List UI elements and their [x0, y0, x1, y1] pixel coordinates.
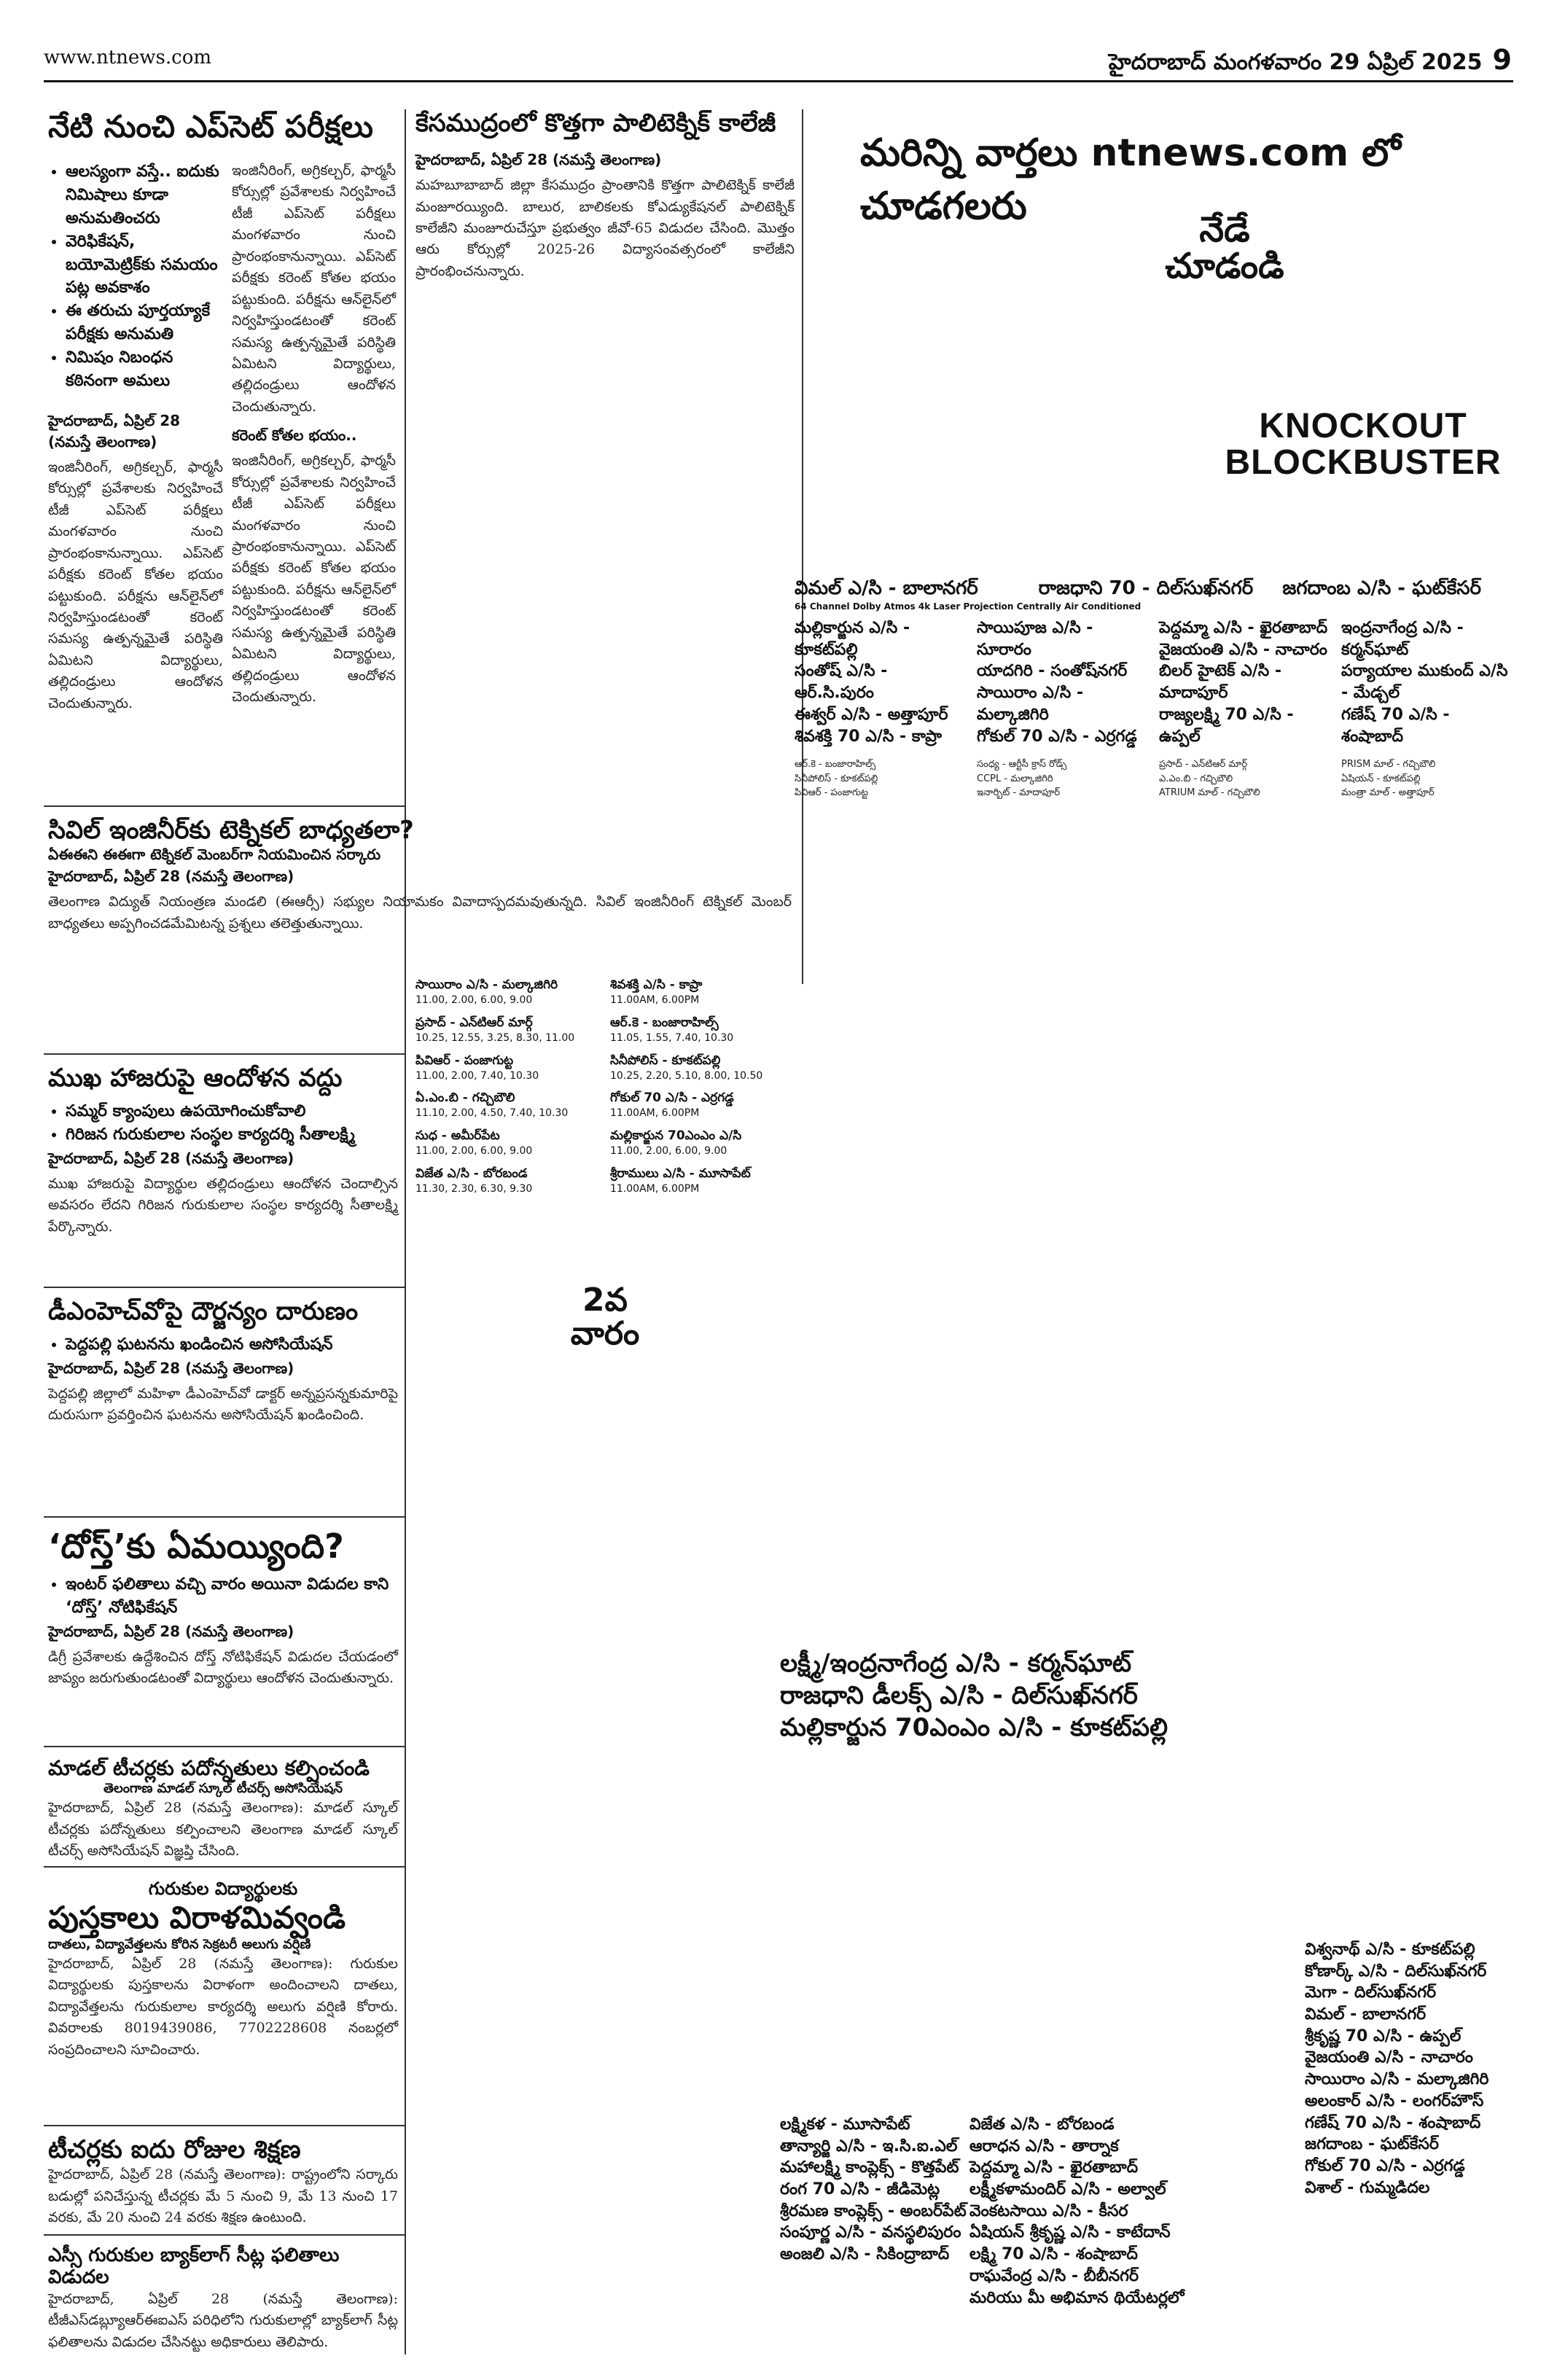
showtime: 11.00, 2.00, 7.40, 10.30	[415, 1069, 539, 1082]
section-divider	[44, 1053, 405, 1055]
dost-bullet-list	[48, 1573, 398, 1620]
showtime: 11.00AM, 6.00PM	[610, 1107, 700, 1120]
theatre-name: ఈశ్వర్ ఎ/సి - అత్తాపూర్	[795, 705, 948, 724]
theatre-name: సంపూర్ణ ఎ/సి - వనస్థలిపురం	[780, 2223, 961, 2242]
showtime: 11.00AM, 6.00PM	[610, 994, 700, 1006]
gurukul-kicker: గురుకుల విద్యార్థులకు	[148, 1878, 298, 1899]
theatre-name: సంతోష్ ఎ/సి - ఆర్‌.సి.పురం	[795, 662, 888, 703]
theatre-name: శ్రీరాములు ఎ/సి - మూసాపేట్	[610, 1166, 751, 1182]
theatre-name: మల్లికార్జున ఎ/సి - కూకట్‌పల్లి	[795, 619, 910, 659]
eapcet-body-cont2: ఇంజినీరింగ్, అగ్రికల్చర్, ఫార్మసీ కోర్సుల్లో ప్రవేశాలకు నిర్వహించే టీజీ ఎప్‌సెట్ పరీక్షలు మంగళవారం నుంచి ప్రారంభంకానున్నాయి. ఎప్‌సెట్ పరీక్షకు కరెంట్ కోతల భయం పట్టుకుంది. పరీక్షను ఆన్‌లైన్‌లో నిర్వహిస్తుండటంతో కరెంట్ సమస్య ఉత్పన్నమైతే పరిస్థితి ఏమిటని విద్యార్థులు, తల్లిదండ్రులు ఆందోళన చెందుతున్నారు.	[232, 453, 396, 706]
protest-body: ముఖ హాజరుపై విద్యార్థుల తల్లిదండ్రులు ఆందోళన చెందాల్సిన అవసరం లేదని గిరిజన గురుకులాల సంస్థల కార్యదర్శి సీతాలక్ష్మి పేర్కొన్నారు.	[48, 1175, 398, 1235]
civil-engineer-story	[48, 816, 792, 935]
theatre-name: పెద్దమ్మా ఎ/సి - ఖైరతాబాద్	[1159, 619, 1328, 638]
showtime: 11.05, 1.55, 7.40, 10.30	[610, 1031, 734, 1044]
cinema-col	[977, 617, 1152, 747]
dmho-byline: హైదరాబాద్, ఏప్రిల్ 28 (నమస్తే తెలంగాణ)	[48, 1359, 294, 1377]
polytechnic-body: మహబూబాబాద్ జిల్లా కేసముద్రం ప్రాంతానికి కొత్తగా పాలిటెక్నిక్ కాలేజీ మంజూరయ్యింది. బాలుర, బాలికలకు కోఎడ్యుకేషనల్ పాలిటెక్నిక్ కాలేజీని మంజూరుచేస్తూ ప్రభుత్వం జీవో-65 విడుదల చేసింది. మొత్తం ఆరు కోర్సుల్లో 2025-26 విద్యాసంవత్సరంలో కాలేజీని ప్రారంభించనున్నారు.	[415, 177, 795, 279]
section-divider	[44, 805, 405, 807]
gurukul-headline[interactable]: పుస్తకాలు విరాళమివ్వండి	[48, 1900, 346, 1936]
cinema-bottom-right	[1305, 1939, 1516, 2198]
section-divider	[44, 1746, 405, 1747]
showtime: 11.00, 2.00, 6.00, 9.00	[415, 1145, 533, 1158]
gurukul-body: హైదరాబాద్, ఏప్రిల్ 28 (నమస్తే తెలంగాణ): గురుకుల విద్యార్థులకు పుస్తకాలను విరాళంగా అందించాలని దాతలు, విద్యావేత్తలను గురుకులాల కార్యదర్శి అలుగు వర్షిణి కోరారు. వివరాలకు 8019439086, 7702228608 నంబర్లలో సంప్రదించాలని సూచించారు.	[48, 1955, 398, 2058]
section-divider	[44, 1287, 405, 1288]
theatre-name: బిలర్ హైటెక్ ఎ/సి - మాదాపూర్	[1159, 662, 1282, 703]
knockout-blockbuster	[1225, 408, 1502, 482]
watch-text: చూడండి	[1165, 246, 1284, 287]
theatre-name: కోణార్క్ ఎ/సి - దిల్‌సుఖ్‌నగర్	[1305, 1962, 1487, 1981]
theatre-name: విజేత ఎ/సి - బోరబండ	[415, 1166, 528, 1182]
showtime-entry	[610, 1053, 795, 1083]
dost-headline[interactable]: ‘దోస్త్’కు ఏమయ్యింది?	[48, 1526, 344, 1566]
dmho-headline[interactable]: డీఎంహెచ్‌వోపై దౌర్జన్యం దారుణం	[48, 1297, 359, 1326]
protest-bullet-list	[48, 1100, 398, 1147]
eapcet-bullets	[48, 160, 223, 714]
theatre-name: వైజయంతి ఎ/సి - నాచారం	[1305, 2048, 1473, 2067]
theatre-name: ఏషియన్ శ్రీకృష్ణ ఎ/సి - కాటేదాన్	[969, 2223, 1171, 2242]
model-teachers-sub: తెలంగాణ మాడల్ స్కూల్ టీచర్స్ అసోసియేషన్	[103, 1781, 343, 1797]
showtime-entry	[610, 1015, 795, 1045]
showtime: 11.00, 2.00, 6.00, 9.00	[415, 994, 533, 1006]
showtime-entry	[415, 977, 600, 1007]
cinema-col	[1341, 617, 1516, 747]
bullet-item: • ఈ తరుచు పూర్తయ్యాకే పరీక్షకు అనుమతి	[66, 300, 223, 346]
today-text: నేడే	[1199, 209, 1250, 250]
week-label: వారం	[570, 1315, 640, 1353]
showtimes-block	[415, 977, 795, 1351]
theatre-name: వెంకటసాయి ఎ/సి - కీసర	[969, 2201, 1128, 2220]
protest-headline[interactable]: ముఖ హాజరుపై ఆందోళన వద్దు	[48, 1064, 343, 1093]
today-badge	[1137, 211, 1312, 285]
civil-engineer-byline: హైదరాబాద్, ఏప్రిల్ 28 (నమస్తే తెలంగాణ)	[48, 867, 294, 886]
theatre-name: యాదగిరి - సంతోష్‌నగర్	[977, 662, 1128, 681]
eapcet-body-cont: ఇంజినీరింగ్, అగ్రికల్చర్, ఫార్మసీ కోర్సుల్లో ప్రవేశాలకు నిర్వహించే టీజీ ఎప్‌సెట్ పరీక్షలు మంగళవారం నుంచి ప్రారంభంకానున్నాయి. ఎప్‌సెట్ పరీక్షకు కరెంట్ కోతల భయం పట్టుకుంది. పరీక్షను ఆన్‌లైన్‌లో నిర్వహిస్తుండటంతో కరెంట్ సమస్య ఉత్పన్నమైతే పరిస్థితి ఏమిటని విద్యార్థులు, తల్లిదండ్రులు ఆందోళన చెందుతున్నారు.	[232, 163, 396, 415]
list-item: ATRIUM మాల్ - గచ్చిబౌలి	[1159, 787, 1260, 799]
column-divider	[802, 109, 803, 984]
eapcet-headline[interactable]: నేటి నుంచి ఎప్‌సెట్ పరీక్షలు	[48, 109, 373, 144]
dolby-caption: 64 Channel Dolby Atmos 4k Laser Projection Centrally Air Conditioned	[795, 601, 1142, 612]
showtime: 11.00AM, 6.00PM	[610, 1183, 700, 1195]
dost-byline: హైదరాబాద్, ఏప్రిల్ 28 (నమస్తే తెలంగాణ)	[48, 1622, 294, 1640]
theatre-name: రాజ్యలక్ష్మి 70 ఎ/సి - ఉప్పల్	[1159, 705, 1294, 746]
civil-engineer-body: తెలంగాణ విద్యుత్ నియంత్రణ మండలి (ఈఆర్సీ) సభ్యుల నియామకం వివాదాస్పదమవుతున్నది. సివిల్ ఇంజినీరింగ్ టెక్నికల్ మెంబర్ బాధ్యతలు అప్పగించడమేమిటన్న ప్రశ్నలు తలెత్తుతున్నాయి.	[48, 894, 792, 932]
dmho-story	[48, 1298, 398, 1427]
theatre-name: సినీపోలిస్ - కూకట్‌పల్లి	[610, 1053, 721, 1068]
list-item: సినీపోలిస్ - కూకట్‌పల్లి	[795, 773, 878, 784]
theatre-name: మహాలక్ష్మి కాంప్లెక్స్ - కొత్తపేట్	[780, 2158, 959, 2177]
theatre-name: ప్రసాద్ - ఎన్‌టిఆర్ మార్గ్	[415, 1015, 533, 1030]
date-text: హైదరాబాద్ మంగళవారం 29 ఏప్రిల్ 2025	[1108, 50, 1483, 75]
website-url[interactable]: www.ntnews.com	[44, 47, 212, 69]
theatre-name: మల్లికార్జున 70ఎంఎం ఎ/సి	[610, 1128, 742, 1144]
polytechnic-headline[interactable]: కేసముద్రంలో కొత్తగా పాలిటెక్నిక్ కాలేజీ	[415, 109, 776, 138]
teacher-training-headline[interactable]: టీచర్లకు ఐదు రోజుల శిక్షణ	[48, 2135, 301, 2164]
theatre-name: వైజయంతి ఎ/సి - నాచారం	[1159, 640, 1327, 659]
theatre-name: విజేత ఎ/సి - బోరబండ	[969, 2115, 1115, 2134]
section-divider	[44, 1866, 405, 1868]
showtime-entry	[610, 1166, 795, 1196]
bullet-item: • నిమిషం నిబంధన కఠినంగా అమలు	[66, 346, 223, 393]
list-item: సంధ్య - ఆర్టీసీ క్రాస్ రోడ్స్	[977, 759, 1067, 770]
showtime-entry	[415, 1128, 600, 1158]
theatre-name: తాన్యార్జి ఎ/సి - ఇ.సి.ఐ.ఎల్	[780, 2137, 958, 2155]
list-item: CCPL - మల్కాజిగిరి	[977, 773, 1053, 784]
showtime-entry	[415, 1015, 600, 1045]
theatre-name: రంగ 70 ఎ/సి - జీడిమెట్ల	[780, 2180, 940, 2199]
theatre-name: సాయిపూజ ఎ/సి - సూరారం	[977, 619, 1093, 659]
cinema-top-listing	[795, 576, 1516, 800]
civil-engineer-headline[interactable]: సివిల్ ఇంజినీర్‌కు టెక్నికల్ బాధ్యతలా?	[48, 816, 414, 845]
dateline	[1109, 44, 1512, 80]
showtime: 11.30, 2.30, 6.30, 9.30	[415, 1183, 533, 1195]
theatre-name: రాఘవేంద్ర ఎ/సి - బీబీనగర్	[969, 2266, 1139, 2285]
theatre-name: విమల్ - బాలానగర్	[1305, 2005, 1427, 2024]
showtime: 10.25, 12.55, 3.25, 8.30, 11.00	[415, 1031, 575, 1044]
dost-body: డిగ్రీ ప్రవేశాలకు ఉద్దేశించిన దోస్త్ నోటిఫికేషన్ విడుదల చేయడంలో జాప్యం జరుగుతుండటంతో విద్యార్థులు ఆందోళన చెందుతున్నారు.	[48, 1648, 398, 1687]
showtime-entry	[415, 1090, 600, 1120]
section-divider	[44, 2125, 405, 2126]
theatre-name: విమల్ ఎ/సి - బాలానగర్	[795, 577, 978, 599]
dost-story	[48, 1527, 398, 1690]
dmho-body: పెద్దపల్లి జిల్లాలో మహిళా డీఎంహెచ్‌వో డాక్టర్ అన్నప్రసన్నకుమారిపై దురుసుగా ప్రవర్తించిన ఘటనను అసోసియేషన్ ఖండించింది.	[48, 1385, 398, 1424]
list-item: ఏషియన్ - కూకట్‌పల్లి	[1341, 773, 1421, 784]
sc-backlog-body: హైదరాబాద్, ఏప్రిల్ 28 (నమస్తే తెలంగాణ): టీజీఎస్‌డబ్ల్యూఆర్‌ఈఐఎస్ పరిధిలోని గురుకులాల్లో బ్యాక్‌లాగ్ సీట్ల ఫలితాలను విడుదల చేసినట్టు అధికారులు తెలిపారు.	[48, 2290, 398, 2350]
list-item: PRISM మాల్ - గచ్చిబౌలి	[1341, 759, 1436, 770]
list-item: ప్రసాద్ - ఎన్‌టిఆర్ మార్గ్	[1159, 759, 1248, 770]
showtime-entry	[415, 1053, 600, 1083]
list-item: ఎ.ఎం.బి - గచ్చిబౌలి	[1159, 773, 1233, 784]
model-teachers-body: హైదరాబాద్, ఏప్రిల్ 28 (నమస్తే తెలంగాణ): మాడల్ స్కూల్ టీచర్లకు పదోన్నతులు కల్పించాలని తెలంగాణ మాడల్ స్కూల్ టీచర్స్ అసోసియేషన్ విజ్ఞప్తి చేసింది.	[48, 1800, 398, 1860]
theatre-name: రాజధాని 70 - దిల్‌సుఖ్‌నగర్	[1038, 577, 1254, 599]
showtime: 11.10, 2.00, 4.50, 7.40, 10.30	[415, 1107, 569, 1120]
eapcet-byline: హైదరాబాద్, ఏప్రిల్ 28 (నమస్తే తెలంగాణ)	[48, 411, 181, 450]
theatre-name: లక్ష్మీకళామందిర్ ఎ/సి - అల్వాల్	[969, 2180, 1166, 2199]
cinema-col	[795, 617, 969, 747]
theatre-name: లక్ష్మీ/ఇంద్రనాగేంద్ర ఎ/సి - కర్మన్‌ఘాట్	[780, 1649, 1132, 1678]
teacher-training-story	[48, 2136, 398, 2228]
protest-byline: హైదరాబాద్, ఏప్రిల్ 28 (నమస్తే తెలంగాణ)	[48, 1149, 294, 1167]
model-teachers-story	[48, 1757, 398, 1862]
showtime-entry	[610, 1090, 795, 1120]
teacher-training-body: హైదరాబాద్, ఏప్రిల్ 28 (నమస్తే తెలంగాణ): రాష్ట్రంలోని సర్కారు బడుల్లో పనిచేస్తున్న టీచర్లకు మే 5 నుంచి 9, మే 13 నుంచి 17 వరకు, మే 20 నుంచి 24 వరకు శిక్షణ ఉంటుంది.	[48, 2166, 398, 2225]
list-item: ఇనార్బిట్ - మాదాపూర్	[977, 787, 1061, 799]
page-number: 9	[1492, 44, 1512, 76]
model-teachers-headline[interactable]: మాడల్ టీచర్లకు పదోన్నతులు కల్పించండి	[48, 1756, 370, 1780]
list-item: పివిఆర్ - పంజాగుట్ట	[795, 787, 869, 799]
cinema-bottom-mid	[969, 2114, 1305, 2309]
theatre-name: ఆర్.కె - బంజారాహిల్స్	[610, 1015, 719, 1030]
polytechnic-story	[415, 109, 795, 282]
week-number: 2వ	[582, 1281, 628, 1319]
bullet-item: • ఇంటర్ ఫలితాలు వచ్చి వారం అయినా విడుదల కాని ‘దోస్త్’ నోటిఫికేషన్	[66, 1573, 398, 1620]
theatre-name: విశ్వనాథ్ ఎ/సి - కూకట్‌పల్లి	[1305, 1940, 1475, 1959]
protest-story	[48, 1064, 398, 1238]
theatre-name: శివశక్తి ఎ/సి - కాప్రా	[610, 978, 703, 992]
theatre-name: గణేష్ 70 ఎ/సి - శంషాబాద్	[1341, 705, 1450, 746]
theatre-name: సాయిరాం ఎ/సి - మల్కాజిగిరి	[977, 684, 1084, 724]
dmho-bullet-list	[48, 1333, 398, 1357]
section-divider	[44, 1516, 405, 1518]
theatre-name: సాయిరాం ఎ/సి - మల్కాజిగిరి	[415, 978, 558, 992]
showtime: 10.25, 2.20, 5.10, 8.00, 10.50	[610, 1069, 763, 1082]
theatre-name: జగదాంబ - ఘట్‌కేసర్	[1305, 2135, 1439, 2154]
showtime-entry	[415, 1166, 600, 1196]
showtimes-grid	[415, 977, 795, 1196]
theatre-name: శ్రీరమణ కాంప్లెక్స్ - అంబర్‌పేట్	[780, 2201, 967, 2220]
sc-backlog-headline[interactable]: ఎస్సీ గురుకుల బ్యాక్‌లాగ్ సీట్ల ఫలితాలు విడుదల	[48, 2244, 340, 2288]
list-item: ఆర్.కె - బంజారాహిల్స్	[795, 759, 876, 770]
theatre-name: రాజధాని డీలక్స్ ఎ/సి - దిల్‌సుఖ్‌నగర్	[780, 1681, 1138, 1711]
eapcet-bullet-list	[48, 160, 223, 393]
cinema-col	[1159, 617, 1334, 747]
theatre-name: అంజలి ఎ/సి - సికింద్రాబాద్	[780, 2245, 950, 2264]
cinema-top-grid	[795, 617, 1516, 747]
header-rule	[44, 80, 1513, 82]
eapcet-body: ఇంజినీరింగ్, అగ్రికల్చర్, ఫార్మసీ కోర్సుల్లో ప్రవేశాలకు నిర్వహించే టీజీ ఎప్‌సెట్ పరీక్షలు మంగళవారం నుంచి ప్రారంభంకానున్నాయి. ఎప్‌సెట్ పరీక్షకు కరెంట్ కోతల భయం పట్టుకుంది. పరీక్షను ఆన్‌లైన్‌లో నిర్వహిస్తుండటంతో కరెంట్ సమస్య ఉత్పన్నమైతే పరిస్థితి ఏమిటని విద్యార్థులు, తల్లిదండ్రులు ఆందోళన చెందుతున్నారు.	[48, 459, 223, 711]
second-week-badge	[415, 1281, 795, 1353]
bullet-item: • పెద్దపల్లి ఘటనను ఖండించిన అసోసియేషన్	[66, 1333, 398, 1357]
theatre-name: అలంకార్ ఎ/సి - లంగర్‌హౌస్	[1305, 2091, 1484, 2110]
civil-engineer-sub: ఏఈఈని ఈఈగా టెక్నికల్ మెంబర్‌గా నియమించిన సర్కారు	[48, 846, 381, 864]
more-news-banner[interactable]: మరిన్ని వార్తలు ntnews.com లో చూడగలరు	[860, 131, 1401, 228]
cinema-top-headline	[795, 576, 1516, 601]
showtime-entry	[610, 1128, 795, 1158]
theatre-name: మెగా - దిల్‌సుఖ్‌నగర్	[1305, 1983, 1437, 2002]
theatre-name: శివశక్తి 70 ఎ/సి - కాప్రా	[795, 727, 942, 746]
theatre-name: జగదాంబ ఎ/సి - ఘట్‌కేసర్	[1282, 577, 1481, 599]
theatre-name: విశాల్ - గుమ్మడిదల	[1305, 2178, 1430, 2197]
theatre-name: పెద్దమ్మా ఎ/సి - ఖైరతాబాద్	[969, 2158, 1139, 2177]
section-divider	[44, 2234, 405, 2236]
theatre-name: మల్లికార్జున 70ఎంఎం ఎ/సి - కూకట్‌పల్లి	[780, 1713, 1168, 1743]
showtime: 11.00, 2.00, 6.00, 9.00	[610, 1145, 727, 1158]
theatre-name: గణేష్ 70 ఎ/సి - శంషాబాద్	[1305, 2113, 1481, 2132]
column-divider	[405, 109, 406, 2354]
gurukul-books-story	[48, 1877, 398, 2061]
theatre-name: పివిఆర్ - పంజాగుట్ట	[415, 1053, 514, 1068]
list-item: మంత్రా మాల్ - అత్తాపూర్	[1341, 787, 1435, 799]
theatre-name: శ్రీకృష్ణ 70 ఎ/సి - ఉప్పల్	[1305, 2026, 1462, 2045]
theatre-name: ఆరాధన ఎ/సి - తార్నాక	[969, 2137, 1119, 2155]
blockbuster-text: BLOCKBUSTER	[1225, 443, 1502, 483]
theatre-name: ఏ.ఎం.బి - గచ్చిబౌలి	[415, 1090, 515, 1106]
bullet-item: • వెరిఫికేషన్, బయోమెట్రిక్‌కు సమయం పట్ల అవకాశం	[66, 230, 223, 300]
theatre-name: పర్యాయాల ముకుంద్ ఎ/సి - మేడ్చల్	[1341, 662, 1508, 703]
theatre-name: గోకుల్ 70 ఎ/సి - ఎర్రగడ్డ	[1305, 2156, 1465, 2175]
bullet-item: • గిరిజన గురుకులాల సంస్థల కార్యదర్శి సీతాలక్ష్మి	[66, 1123, 398, 1147]
cinema-small-list	[795, 757, 1516, 800]
eapcet-col2	[232, 160, 396, 709]
eapcet-subhead: కరెంట్ కోతల భయం..	[232, 426, 357, 445]
theatre-name: సుధ - అమీర్‌పేట	[415, 1128, 500, 1144]
polytechnic-byline: హైదరాబాద్, ఏప్రిల్ 28 (నమస్తే తెలంగాణ)	[415, 151, 662, 169]
sc-backlog-story	[48, 2245, 398, 2353]
cinema-bottom-listing	[780, 1647, 1516, 1744]
theatre-name: లక్ష్మి 70 ఎ/సి - శంషాబాద్	[969, 2245, 1138, 2264]
theatre-name: సాయిరాం ఎ/సి - మల్కాజిగిరి	[1305, 2070, 1489, 2089]
gurukul-sub: దాతలు, విద్యావేత్తలను కోరిన సెక్రటరీ అలుగు వర్షిణి	[48, 1936, 311, 1952]
theatre-name: మరియు మీ అభిమాన థియేటర్లలో	[969, 2288, 1185, 2307]
showtime-entry	[610, 977, 795, 1007]
theatre-name: లక్ష్మికళ - మూసాపేట్	[780, 2115, 910, 2134]
theatre-name: ఇంద్రనాగేంద్ర ఎ/సి - కర్మన్‌ఘాట్	[1341, 619, 1464, 659]
bullet-item: • సమ్మర్ క్యాంపులు ఉపయోగించుకోవాలి	[66, 1100, 398, 1123]
theatre-name: గోకుల్ 70 ఎ/సి - ఎర్రగడ్డ	[610, 1090, 734, 1106]
knockout-text: KNOCKOUT	[1259, 407, 1467, 445]
bullet-item: • ఆలస్యంగా వస్తే.. ఐదుకు నిమిషాలు కూడా అనుమతించరు	[66, 160, 223, 230]
theatre-name: గోకుల్ 70 ఎ/సి - ఎర్రగడ్డ	[977, 727, 1137, 746]
